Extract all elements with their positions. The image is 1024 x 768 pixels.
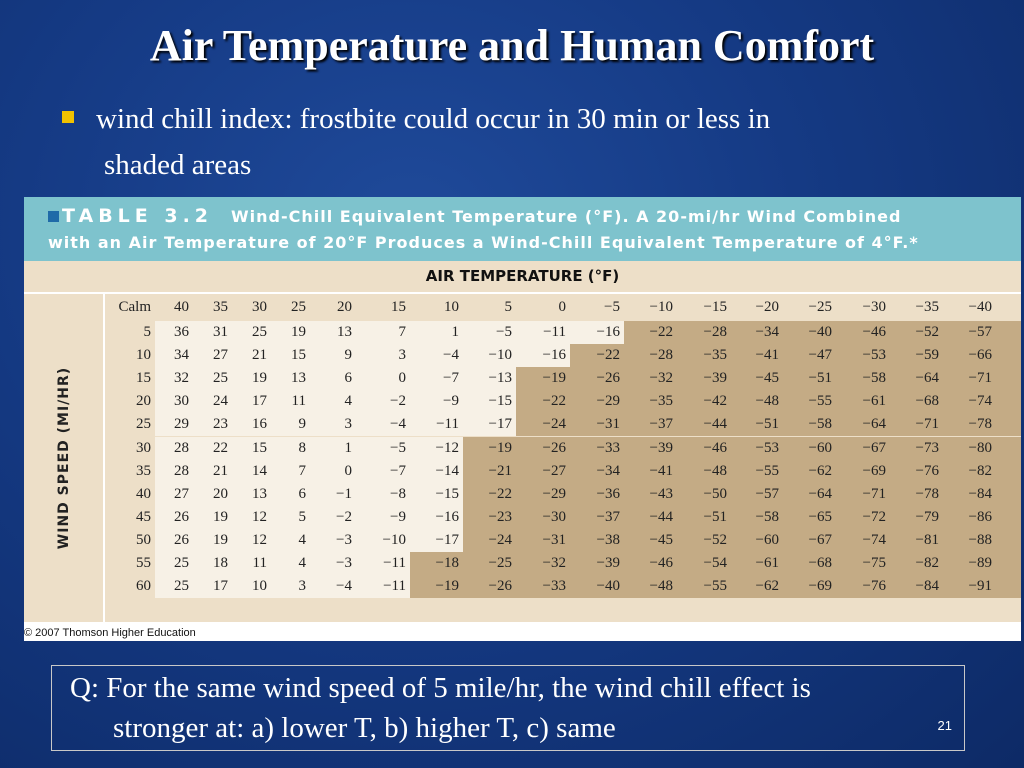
air-temperature-label: AIR TEMPERATURE (°F)	[24, 261, 1021, 292]
table-cell: −9	[443, 393, 459, 410]
table-cell: −11	[543, 324, 566, 340]
table-cell: −80	[968, 439, 992, 456]
column-header: −5	[604, 299, 620, 315]
wind-speed-value: 50	[136, 531, 151, 548]
copyright-note: © 2007 Thomson Higher Education	[24, 627, 196, 639]
table-cell: 12	[252, 508, 267, 525]
wind-speed-value: 10	[136, 347, 151, 364]
table-cell: −24	[542, 416, 566, 433]
table-cell: 17	[252, 393, 267, 410]
table-cell: −66	[968, 347, 992, 364]
table-row	[103, 413, 1021, 436]
table-cell: −46	[703, 439, 727, 456]
table-cell: −76	[862, 578, 886, 595]
table-cell: −10	[382, 531, 406, 548]
table-cell: −27	[542, 462, 566, 479]
wind-speed-value: 30	[136, 439, 151, 456]
table-cell: −39	[596, 555, 620, 571]
table-cell: −32	[542, 555, 566, 571]
table-cell: −50	[703, 485, 727, 502]
table-cell: −88	[968, 531, 992, 548]
table-cell: −74	[862, 531, 886, 548]
wind-speed-value: 45	[136, 508, 151, 525]
table-cell: −33	[542, 578, 566, 595]
column-header: −15	[703, 299, 727, 315]
table-cell: −39	[649, 439, 673, 456]
table-cell: −71	[915, 416, 939, 433]
table-cell: −69	[862, 462, 886, 479]
table-cell: −36	[596, 485, 620, 502]
table-cell: −89	[968, 555, 992, 571]
table-cell: −59	[915, 347, 939, 364]
column-header: −40	[968, 299, 992, 315]
table-cell: −37	[649, 416, 673, 433]
table-cell: −69	[808, 578, 832, 595]
table-cell: 24	[213, 393, 228, 410]
table-cell: 21	[252, 347, 267, 364]
table-cell: −26	[542, 439, 566, 456]
table-cell: −23	[488, 508, 512, 525]
table-row	[103, 575, 1021, 598]
column-header: 0	[558, 299, 566, 315]
wind-speed-label: WIND SPEED (MI/HR)	[56, 366, 72, 550]
table-cell: −39	[703, 370, 727, 387]
table-cell: −81	[915, 531, 939, 548]
table-cell: 3	[344, 416, 352, 433]
table-cell: −53	[755, 439, 779, 456]
table-cell: 7	[398, 324, 406, 340]
table-cell: −29	[542, 485, 566, 502]
table-cell: −40	[596, 578, 620, 595]
wind-speed-value: 25	[136, 416, 151, 433]
table-cell: −26	[488, 578, 512, 595]
column-header: 10	[444, 299, 459, 315]
table-cell: −16	[542, 347, 566, 364]
table-cell: −82	[968, 462, 992, 479]
bullet-text-continued: shaded areas	[104, 149, 252, 181]
table-cell: 13	[337, 324, 352, 340]
table-cell: 19	[213, 531, 228, 548]
table-row	[103, 321, 1021, 344]
table-cell: −62	[755, 578, 779, 595]
table-cell: −22	[542, 393, 566, 410]
table-cell: 19	[252, 370, 267, 387]
table-cell: 3	[398, 347, 406, 364]
table-cell: −4	[443, 347, 459, 364]
column-header: −30	[862, 299, 886, 315]
table-cell: 14	[252, 462, 267, 479]
column-header: 35	[213, 299, 228, 315]
table-cell: −46	[862, 324, 886, 340]
table-cell: −29	[596, 393, 620, 410]
table-cell: −40	[808, 324, 832, 340]
table-cell: 7	[298, 462, 306, 479]
table-cell: 10	[252, 578, 267, 595]
table-cell: 9	[344, 347, 352, 364]
table-cell: −64	[915, 370, 939, 387]
table-cell: −64	[808, 485, 832, 502]
column-header: −35	[915, 299, 939, 315]
table-cell: −64	[862, 416, 886, 433]
column-header: 40	[174, 299, 189, 315]
table-cell: −4	[390, 416, 406, 433]
table-cell: −16	[435, 508, 459, 525]
table-header	[24, 197, 1021, 261]
question-line2: stronger at: a) lower T, b) higher T, c) same	[113, 712, 616, 744]
table-cell: 32	[174, 370, 189, 387]
column-header: −10	[649, 299, 673, 315]
table-cell: −24	[488, 531, 512, 548]
column-header: 20	[337, 299, 352, 315]
table-cell: −51	[755, 416, 779, 433]
wind-speed-value: 15	[136, 370, 151, 387]
table-cell: 4	[344, 393, 352, 410]
table-cell: −32	[649, 370, 673, 387]
table-cell: −34	[596, 462, 620, 479]
table-cell: 22	[213, 439, 228, 456]
table-cell: −76	[915, 462, 939, 479]
table-cell: 31	[213, 324, 228, 340]
corner-label-calm: Calm	[118, 299, 151, 315]
table-cell: −9	[390, 508, 406, 525]
table-cell: −34	[755, 324, 779, 340]
table-cell: −17	[488, 416, 512, 433]
table-cell: −78	[968, 416, 992, 433]
table-cell: −67	[808, 531, 832, 548]
table-cell: −71	[968, 370, 992, 387]
table-cell: 16	[252, 416, 267, 433]
table-cell: −4	[336, 578, 352, 595]
table-cell: −11	[383, 555, 406, 571]
table-row	[103, 506, 1021, 529]
table-cell: −60	[808, 439, 832, 456]
table-cell: −62	[808, 462, 832, 479]
column-header: −20	[755, 299, 779, 315]
table-cell: −12	[435, 439, 459, 456]
table-cell: 23	[213, 416, 228, 433]
table-cell: −2	[336, 508, 352, 525]
square-icon	[48, 211, 59, 222]
table-cell: −58	[808, 416, 832, 433]
table-cell: 34	[174, 347, 189, 364]
table-cell: −55	[703, 578, 727, 595]
table-cell: −15	[488, 393, 512, 410]
table-cell: −55	[755, 462, 779, 479]
table-cell: 11	[291, 393, 306, 410]
question-box	[51, 665, 965, 751]
wind-speed-value: 55	[136, 555, 151, 571]
table-cell: −84	[968, 485, 992, 502]
table-cell: −58	[862, 370, 886, 387]
table-cell: 1	[451, 324, 459, 340]
table-cell: 30	[174, 393, 189, 410]
table-cell: −7	[390, 462, 406, 479]
table-cell: 17	[213, 578, 228, 595]
table-cell: −73	[915, 439, 939, 456]
table-cell: 11	[252, 555, 267, 571]
table-cell: 27	[213, 347, 228, 364]
table-cell: −51	[808, 370, 832, 387]
column-divider	[103, 294, 105, 622]
table-cell: −45	[755, 370, 779, 387]
table-cell: −60	[755, 531, 779, 548]
table-cell: 6	[344, 370, 352, 387]
table-cell: −11	[383, 578, 406, 595]
table-cell: −67	[862, 439, 886, 456]
table-cell: −43	[649, 485, 673, 502]
column-header: 30	[252, 299, 267, 315]
table-cell: 29	[174, 416, 189, 433]
table-heading-line2: with an Air Temperature of 20°F Produces a Wind-Chill Equivalent Temperature of 4°F.*	[48, 233, 919, 252]
wind-chill-table	[24, 197, 1021, 641]
table-cell: −71	[862, 485, 886, 502]
table-cell: 36	[174, 324, 189, 340]
table-cell: 5	[298, 508, 306, 525]
table-cell: −37	[596, 508, 620, 525]
table-cell: 0	[344, 462, 352, 479]
table-cell: −54	[703, 555, 727, 571]
table-cell: −18	[435, 555, 459, 571]
table-cell: −25	[488, 555, 512, 571]
table-row	[103, 344, 1021, 367]
table-cell: 19	[291, 324, 306, 340]
table-cell: −58	[755, 508, 779, 525]
table-cell: −84	[915, 578, 939, 595]
table-cell: −65	[808, 508, 832, 525]
table-cell: 26	[174, 531, 189, 548]
table-cell: −19	[435, 578, 459, 595]
wind-speed-value: 5	[143, 324, 151, 340]
table-cell: −26	[596, 370, 620, 387]
slide-number: 21	[937, 718, 952, 733]
table-cell: −78	[915, 485, 939, 502]
table-cell: −48	[703, 462, 727, 479]
table-cell: 13	[291, 370, 306, 387]
table-cell: −3	[336, 555, 352, 571]
wind-speed-value: 60	[136, 578, 151, 595]
table-cell: −22	[596, 347, 620, 364]
table-cell: −61	[755, 555, 779, 571]
table-row	[103, 529, 1021, 552]
table-cell: −8	[390, 485, 406, 502]
table-cell: −57	[968, 324, 992, 340]
table-cell: −31	[596, 416, 620, 433]
table-cell: −28	[703, 324, 727, 340]
table-grid	[103, 294, 1021, 622]
table-row	[103, 483, 1021, 506]
table-cell: 28	[174, 462, 189, 479]
table-cell: −11	[436, 416, 459, 433]
table-cell: −44	[649, 508, 673, 525]
header-row	[103, 296, 1021, 319]
table-cell: 0	[398, 370, 406, 387]
table-row	[103, 437, 1021, 460]
wind-speed-value: 35	[136, 462, 151, 479]
wind-speed-value: 40	[136, 485, 151, 502]
table-cell: −10	[488, 347, 512, 364]
table-cell: 25	[174, 555, 189, 571]
table-cell: −91	[968, 578, 992, 595]
table-cell: −53	[862, 347, 886, 364]
table-cell: −82	[915, 555, 939, 571]
table-cell: −21	[488, 462, 512, 479]
table-cell: −42	[703, 393, 727, 410]
table-cell: −47	[808, 347, 832, 364]
table-cell: −19	[488, 439, 512, 456]
table-cell: −31	[542, 531, 566, 548]
table-cell: 3	[298, 578, 306, 595]
table-cell: 8	[298, 439, 306, 456]
table-cell: −16	[596, 324, 620, 340]
table-cell: −52	[703, 531, 727, 548]
column-header: 25	[291, 299, 306, 315]
table-row	[103, 552, 1021, 575]
table-cell: −46	[649, 555, 673, 571]
table-cell: −48	[755, 393, 779, 410]
table-cell: 1	[344, 439, 352, 456]
table-cell: 19	[213, 508, 228, 525]
table-cell: −35	[703, 347, 727, 364]
table-cell: −57	[755, 485, 779, 502]
table-cell: 12	[252, 531, 267, 548]
table-cell: −35	[649, 393, 673, 410]
table-cell: 4	[298, 555, 306, 571]
table-cell: −41	[649, 462, 673, 479]
table-cell: −61	[862, 393, 886, 410]
table-label: TABLE 3.2	[62, 205, 214, 227]
table-cell: −41	[755, 347, 779, 364]
table-cell: −5	[390, 439, 406, 456]
table-cell: −2	[390, 393, 406, 410]
question-line1: Q: For the same wind speed of 5 mile/hr, the wind chill effect is	[70, 672, 811, 704]
table-cell: −51	[703, 508, 727, 525]
table-cell: −17	[435, 531, 459, 548]
table-cell: −30	[542, 508, 566, 525]
table-cell: 27	[174, 485, 189, 502]
table-cell: −44	[703, 416, 727, 433]
table-cell: 15	[291, 347, 306, 364]
table-cell: 4	[298, 531, 306, 548]
wind-speed-value: 20	[136, 393, 151, 410]
table-cell: 25	[252, 324, 267, 340]
column-header: 15	[391, 299, 406, 315]
table-cell: 20	[213, 485, 228, 502]
table-cell: −45	[649, 531, 673, 548]
table-row	[103, 390, 1021, 413]
table-cell: −33	[596, 439, 620, 456]
table-heading-line1: Wind-Chill Equivalent Temperature (°F). A 20-mi/hr Wind Combined	[231, 207, 902, 226]
table-cell: −15	[435, 485, 459, 502]
bullet-text: wind chill index: frostbite could occur in 30 min or less in	[96, 103, 771, 135]
table-cell: −52	[915, 324, 939, 340]
table-cell: −75	[862, 555, 886, 571]
bullet-item	[62, 96, 982, 142]
table-cell: −5	[496, 324, 512, 340]
table-cell: 28	[174, 439, 189, 456]
table-cell: 25	[174, 578, 189, 595]
table-cell: −38	[596, 531, 620, 548]
table-cell: −19	[542, 370, 566, 387]
table-cell: 18	[213, 555, 228, 571]
table-cell: 15	[252, 439, 267, 456]
table-cell: −79	[915, 508, 939, 525]
table-cell: 9	[298, 416, 306, 433]
table-cell: −55	[808, 393, 832, 410]
table-cell: −48	[649, 578, 673, 595]
table-cell: −13	[488, 370, 512, 387]
table-cell: 13	[252, 485, 267, 502]
table-cell: −3	[336, 531, 352, 548]
table-cell: −72	[862, 508, 886, 525]
table-cell: −1	[336, 485, 352, 502]
bullet-square-icon	[62, 111, 74, 123]
table-cell: −7	[443, 370, 459, 387]
slide-title: Air Temperature and Human Comfort	[149, 21, 875, 70]
table-cell: −22	[649, 324, 673, 340]
table-cell: 21	[213, 462, 228, 479]
wind-speed-column	[24, 294, 103, 622]
table-cell: −22	[488, 485, 512, 502]
table-cell: −86	[968, 508, 992, 525]
table-cell: −14	[435, 462, 459, 479]
table-cell: −28	[649, 347, 673, 364]
table-cell: 6	[298, 485, 306, 502]
table-cell: −68	[915, 393, 939, 410]
column-header: −25	[808, 299, 832, 315]
table-cell: −74	[968, 393, 992, 410]
table-cell: −68	[808, 555, 832, 571]
column-header: 5	[504, 299, 512, 315]
table-row	[103, 367, 1021, 390]
table-cell: 25	[213, 370, 228, 387]
table-cell: 26	[174, 508, 189, 525]
table-row	[103, 460, 1021, 483]
